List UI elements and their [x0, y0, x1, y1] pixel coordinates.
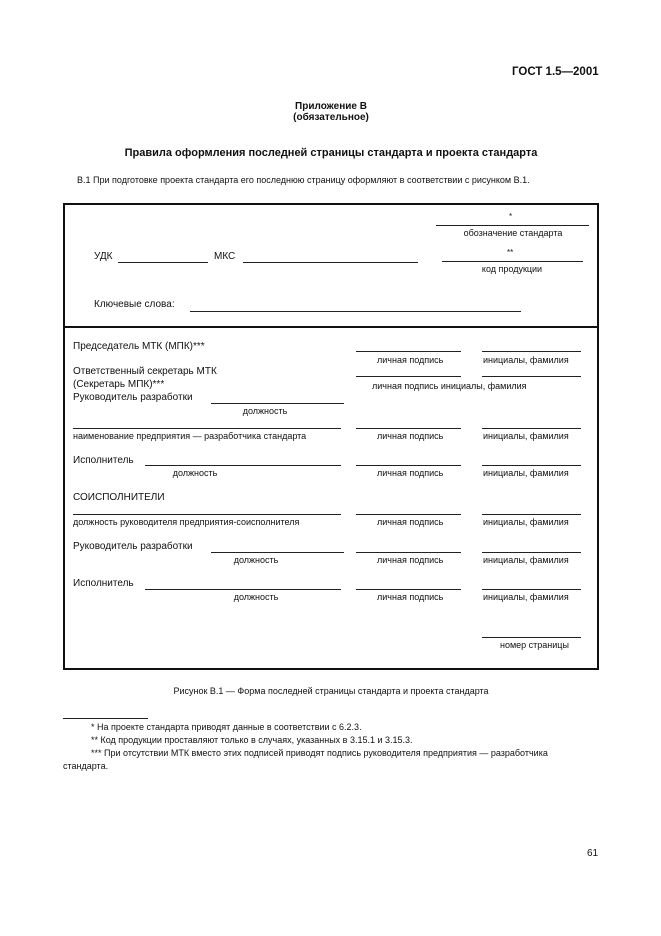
co-executor-position-caption: должность	[233, 592, 279, 602]
co-executor-initials-caption: инициалы, фамилия	[483, 592, 569, 602]
executor-line	[145, 465, 341, 466]
intro-paragraph: В.1 При подготовке проекта стандарта его последнюю страницу оформляют в соответствии с рисунком В.1.	[77, 175, 530, 185]
dev-signature-line	[356, 428, 461, 429]
chairman-label: Председатель МТК (МПК)***	[73, 341, 205, 352]
designation-line	[436, 225, 589, 226]
dev-head-line	[211, 403, 344, 404]
executor-signature-caption: личная подпись	[377, 468, 444, 478]
chairman-signature-line	[356, 351, 461, 352]
dev-initials-line	[482, 428, 581, 429]
udk-label: УДК	[94, 251, 113, 262]
keywords-line	[190, 311, 521, 312]
dev-head-position-caption: должность	[242, 406, 288, 416]
footnote-3-continued: стандарта.	[63, 761, 109, 771]
co-executor-initials-line	[482, 589, 581, 590]
executor-position-caption: должность	[172, 468, 218, 478]
secretary-initials-line	[482, 376, 581, 377]
form-divider	[63, 326, 599, 328]
section-title: Правила оформления последней страницы стандарта и проекта стандарта	[124, 147, 538, 159]
co-dev-head-line	[211, 552, 344, 553]
standard-code: ГОСТ 1.5—2001	[512, 66, 599, 78]
page-number-caption: номер страницы	[500, 640, 569, 650]
secretary-caption: личная подпись инициалы, фамилия	[372, 381, 527, 391]
co-signature-line	[356, 514, 461, 515]
enterprise-line	[73, 428, 341, 429]
co-dev-signature-line	[356, 552, 461, 553]
chairman-initials-caption: инициалы, фамилия	[483, 355, 569, 365]
dev-initials-caption: инициалы, фамилия	[483, 431, 569, 441]
appendix-title: Приложение В	[295, 101, 367, 112]
dev-signature-caption: личная подпись	[377, 431, 444, 441]
page-number-line	[482, 637, 581, 638]
dev-head-label: Руководитель разработки	[73, 392, 193, 403]
footnote-mark-1: *	[509, 212, 513, 221]
enterprise-caption: наименование предприятия — разработчика стандарта	[73, 431, 307, 441]
secretary-label-1: Ответственный секретарь МТК	[73, 366, 217, 377]
co-executors-heading: СОИСПОЛНИТЕЛИ	[73, 492, 165, 503]
designation-caption: обозначение стандарта	[463, 228, 563, 238]
appendix-subtitle: (обязательное)	[293, 112, 369, 123]
co-dev-position-caption: должность	[233, 555, 279, 565]
co-initials-caption: инициалы, фамилия	[483, 517, 569, 527]
footnote-mark-2: **	[507, 248, 514, 257]
keywords-label: Ключевые слова:	[94, 299, 175, 310]
product-code-line	[442, 261, 583, 262]
co-dev-signature-caption: личная подпись	[377, 555, 444, 565]
co-position-caption: должность руководителя предприятия-соисполнителя	[73, 517, 300, 527]
page-number: 61	[587, 848, 599, 859]
co-dev-initials-line	[482, 552, 581, 553]
mks-line	[243, 262, 418, 263]
executor-initials-line	[482, 465, 581, 466]
figure-caption: Рисунок В.1 — Форма последней страницы стандарта и проекта стандарта	[173, 686, 489, 696]
footnote-1: * На проекте стандарта приводят данные в соответствии с 6.2.3.	[91, 722, 362, 732]
secretary-signature-line	[356, 376, 461, 377]
product-code-caption: код продукции	[481, 264, 543, 274]
co-executor-line	[145, 589, 341, 590]
executor-initials-caption: инициалы, фамилия	[483, 468, 569, 478]
secretary-label-2: (Секретарь МПК)***	[73, 379, 165, 390]
co-executor-signature-line	[356, 589, 461, 590]
chairman-initials-line	[482, 351, 581, 352]
chairman-signature-caption: личная подпись	[377, 355, 444, 365]
co-signature-caption: личная подпись	[377, 517, 444, 527]
co-executor-label: Исполнитель	[73, 578, 134, 589]
co-executor-signature-caption: личная подпись	[377, 592, 444, 602]
footnote-3: *** При отсутствии МТК вместо этих подписей приводят подпись руководителя предприятия — разработчика	[91, 748, 548, 758]
footnote-2: ** Код продукции проставляют только в случаях, указанных в 3.15.1 и 3.15.3.	[91, 735, 413, 745]
co-initials-line	[482, 514, 581, 515]
co-dev-initials-caption: инициалы, фамилия	[483, 555, 569, 565]
mks-label: МКС	[214, 251, 236, 262]
executor-signature-line	[356, 465, 461, 466]
executor-label: Исполнитель	[73, 455, 134, 466]
co-dev-head-label: Руководитель разработки	[73, 541, 193, 552]
footnote-separator	[63, 718, 148, 719]
udk-line	[118, 262, 208, 263]
co-position-line	[73, 514, 341, 515]
